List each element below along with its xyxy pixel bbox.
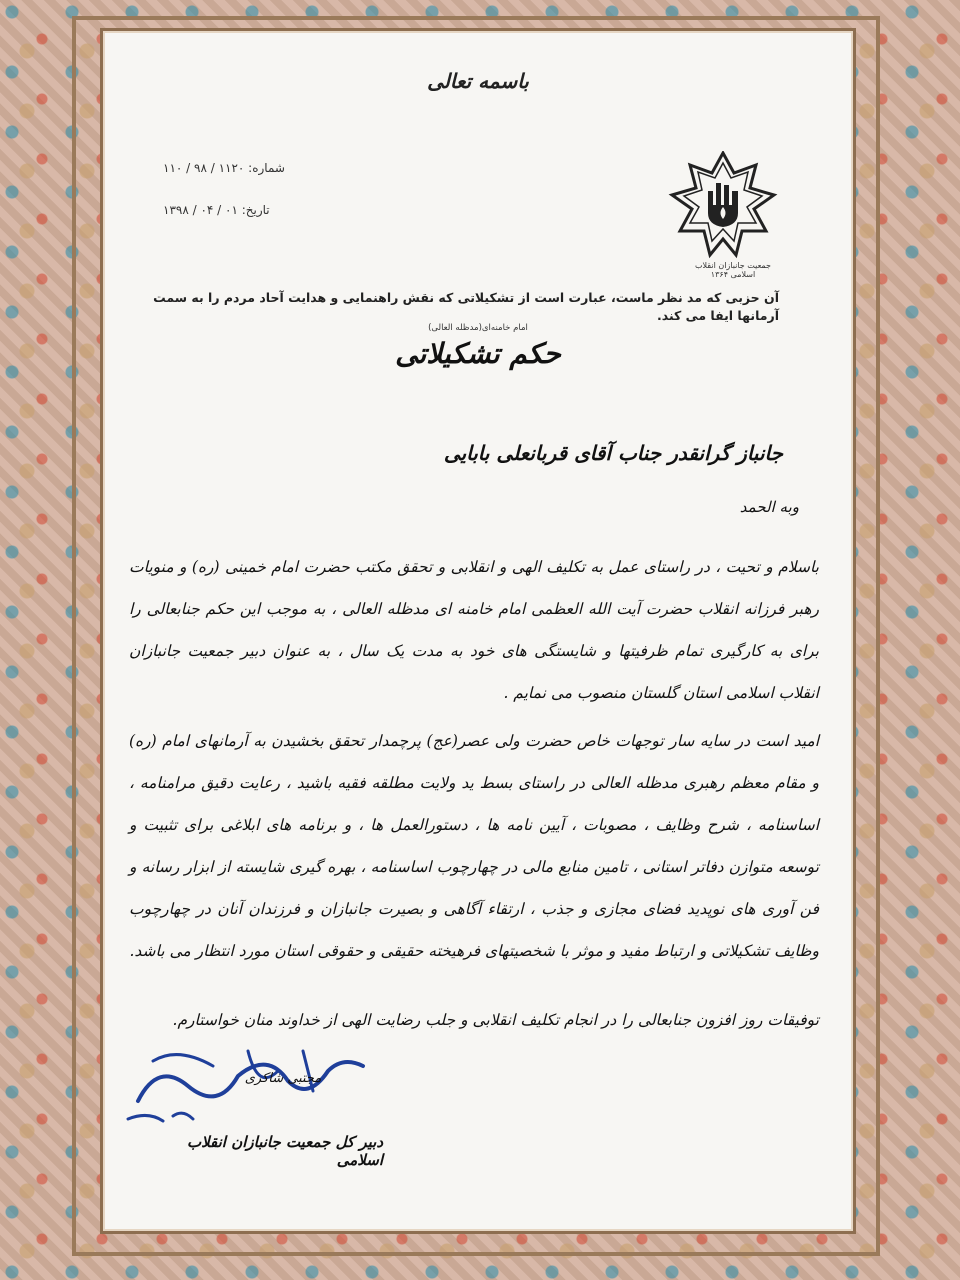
reference-number: شماره: ۱۱۲۰ / ۹۸ / ۱۱۰ xyxy=(163,161,285,175)
addressee-line: جانباز گرانقدر جناب آقای قربانعلی بابایی xyxy=(443,441,783,465)
emblem-caption: جمعیت جانبازان انقلاب اسلامی ۱۳۶۴ xyxy=(694,261,771,279)
organization-emblem-icon xyxy=(668,151,778,261)
body-paragraph: باسلام و تحیت ، در راستای عمل به تکلیف الهی و انقلابی و تحقق مکتب حضرت امام خمینی (ره) و منویات رهبر فرزانه انقلاب حضرت آیت الله العظمی امام خامنه ای مدظله العالی ، به موجب این حکم جنابعالی را برای به کارگیری تمام ظرفیتها و شایستگی های خود به مدت یک سال ، به عنوان دبیر جمعیت جانبازان انقلاب اسلامی استان گلستان منصوب می نمایم . xyxy=(129,558,819,702)
quote-source: امام خامنه‌ای(مدظله العالی) xyxy=(428,323,528,333)
heading-basmala: باسمه تعالی xyxy=(427,69,529,93)
opening-praise: وبه الحمد xyxy=(739,498,799,516)
document-date: تاریخ: ۰۱ / ۰۴ / ۱۳۹۸ xyxy=(163,203,270,217)
decree-title: حکم تشکیلاتی xyxy=(395,337,561,370)
certificate-paper xyxy=(100,28,856,1234)
closing-line: توفیقات روز افزون جنابعالی را در انجام تکلیف انقلابی و جلب رضایت الهی از خداوند منان خواستارم. xyxy=(172,1011,819,1029)
decree-body xyxy=(129,546,819,978)
body-paragraph: امید است در سایه سار توجهات خاص حضرت ولی عصر(عج) پرچمدار تحقق بخشیدن به آرمانهای امام (ره) و مقام معظم رهبری مدظله العالی در راستای بسط ید ولایت مطلقه فقیه باشید ، رعایت دقیق مرامنامه ، اساسنامه ، شرح وظایف ، مصوبات ، آیین نامه ها ، دستورالعمل ها ، و برنامه های ابلاغی برای تثبیت و توسعه متوازن دفاتر استانی ، تامین منابع مالی در چهارچوب اساسنامه ، بهره گیری شایسته از ابزار رسانه و فن آوری های نوپدید فضای مجازی و جذب ، ارتقاء آگاهی و بصیرت جانبازان و فرزندان آنان در چهارچوب وظایف تشکیلاتی و ارتباط مفید و موثر با شخصیتهای فرهیخته حقیقی و حقوقی استان مورد انتظار می باشد. xyxy=(129,732,819,960)
signer-name: مجتبی شاکری xyxy=(244,1071,322,1086)
signer-title: دبیر کل جمعیت جانبازان انقلاب اسلامی xyxy=(186,1133,383,1169)
leader-quote: آن حزبی که مد نظر ماست، عبارت است از تشکیلاتی که نقش راهنمایی و هدایت آحاد مردم را به سمت آرمانها ایفا می کند. xyxy=(153,290,779,323)
